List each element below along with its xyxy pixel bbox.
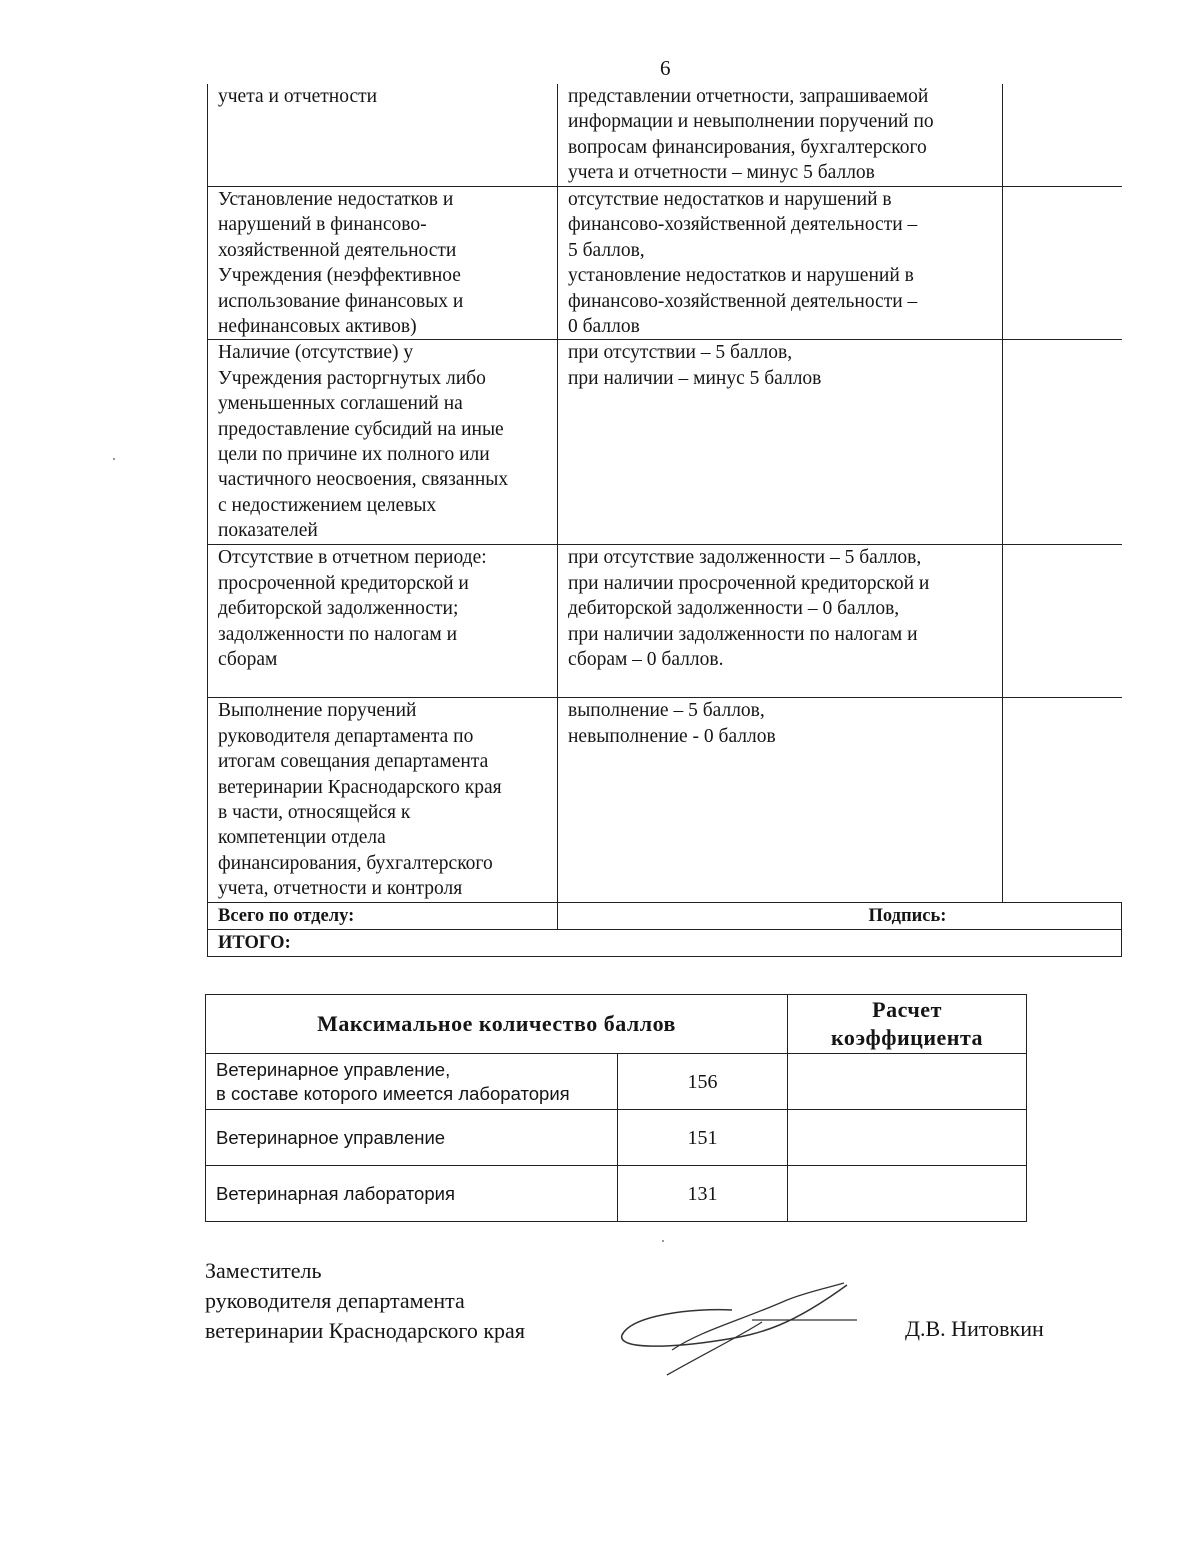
total-department-label: Всего по отделу: [208, 903, 558, 930]
scoring-cell: при отсутствие задолженности – 5 баллов, при наличии просроченной кредиторской и дебиторской задолженности – 0 баллов, при наличии задолженности по налогам и сборам – 0 баллов. [558, 545, 1003, 698]
position-line: руководителя департамента [205, 1288, 465, 1313]
position-line: ветеринарии Краснодарского края [205, 1318, 525, 1343]
table-row [206, 1166, 1027, 1222]
scoring-cell: представлении отчетности, запрашиваемой информации и невыполнении поручений по вопросам финансирования, бухгалтерского учета и отчетности – минус 5 баллов [558, 84, 1003, 187]
institution-name-cell: Ветеринарное управление, в составе которого имеется лаборатория [206, 1054, 618, 1110]
institution-name-cell: Ветеринарное управление [206, 1110, 618, 1166]
grand-total-label: ИТОГО: [208, 930, 1122, 957]
total-department-row [208, 903, 1122, 930]
criterion-cell: учета и отчетности [208, 84, 558, 187]
table-row [208, 187, 1122, 340]
table-row [206, 1054, 1027, 1110]
table-row [208, 698, 1122, 903]
scoring-cell: выполнение – 5 баллов, невыполнение - 0 баллов [558, 698, 1003, 903]
coefficient-cell [788, 1110, 1027, 1166]
max-points-header: Максимальное количество баллов [206, 995, 788, 1054]
table-row [208, 545, 1122, 698]
coefficient-cell [788, 1166, 1027, 1222]
criterion-cell: Выполнение поручений руководителя департамента по итогам совещания департамента ветеринарии Краснодарского края в части, относящейся к компетенции отдела финансирования, бухгалтерского учета, отчетности и контроля [208, 698, 558, 903]
handwritten-signature [612, 1280, 862, 1380]
points-header-row [206, 995, 1027, 1054]
signatory-name: Д.В. Нитовкин [905, 1316, 1044, 1341]
score-cell [1003, 340, 1122, 545]
score-cell [1003, 545, 1122, 698]
score-cell [1003, 187, 1122, 340]
table-row [208, 84, 1122, 187]
signature-label: Подпись: [558, 903, 1122, 930]
criterion-cell: Отсутствие в отчетном периоде: просроченной кредиторской и дебиторской задолженности; задолженности по налогам и сборам [208, 545, 558, 698]
score-cell [1003, 84, 1122, 187]
scan-artifact [113, 458, 115, 460]
grand-total-row [208, 930, 1122, 957]
table-row [206, 1110, 1027, 1166]
institution-name-cell: Ветеринарная лаборатория [206, 1166, 618, 1222]
max-points-value: 131 [618, 1166, 788, 1222]
page-number: 6 [660, 56, 671, 80]
max-points-value: 151 [618, 1110, 788, 1166]
criteria-table [207, 84, 1122, 957]
criterion-cell: Наличие (отсутствие) у Учреждения расторгнутых либо уменьшенных соглашений на предоставление субсидий на иные цели по причине их полного или частичного неосвоения, связанных с недостижением целевых показателей [208, 340, 558, 545]
scoring-cell: при отсутствии – 5 баллов, при наличии – минус 5 баллов [558, 340, 1003, 545]
score-cell [1003, 698, 1122, 903]
table-row [208, 340, 1122, 545]
coefficient-cell [788, 1054, 1027, 1110]
criterion-cell: Установление недостатков и нарушений в финансово- хозяйственной деятельности Учреждения (неэффективное использование финансовых и нефинансовых активов) [208, 187, 558, 340]
scan-artifact [662, 1240, 664, 1242]
max-points-table [205, 994, 1027, 1222]
max-points-value: 156 [618, 1054, 788, 1110]
scoring-cell: отсутствие недостатков и нарушений в финансово-хозяйственной деятельности – 5 баллов, установление недостатков и нарушений в финансово-хозяйственной деятельности – 0 баллов [558, 187, 1003, 340]
signatory-position [205, 1256, 525, 1346]
coefficient-header: Расчет коэффициента [788, 995, 1027, 1054]
position-line: Заместитель [205, 1258, 322, 1283]
